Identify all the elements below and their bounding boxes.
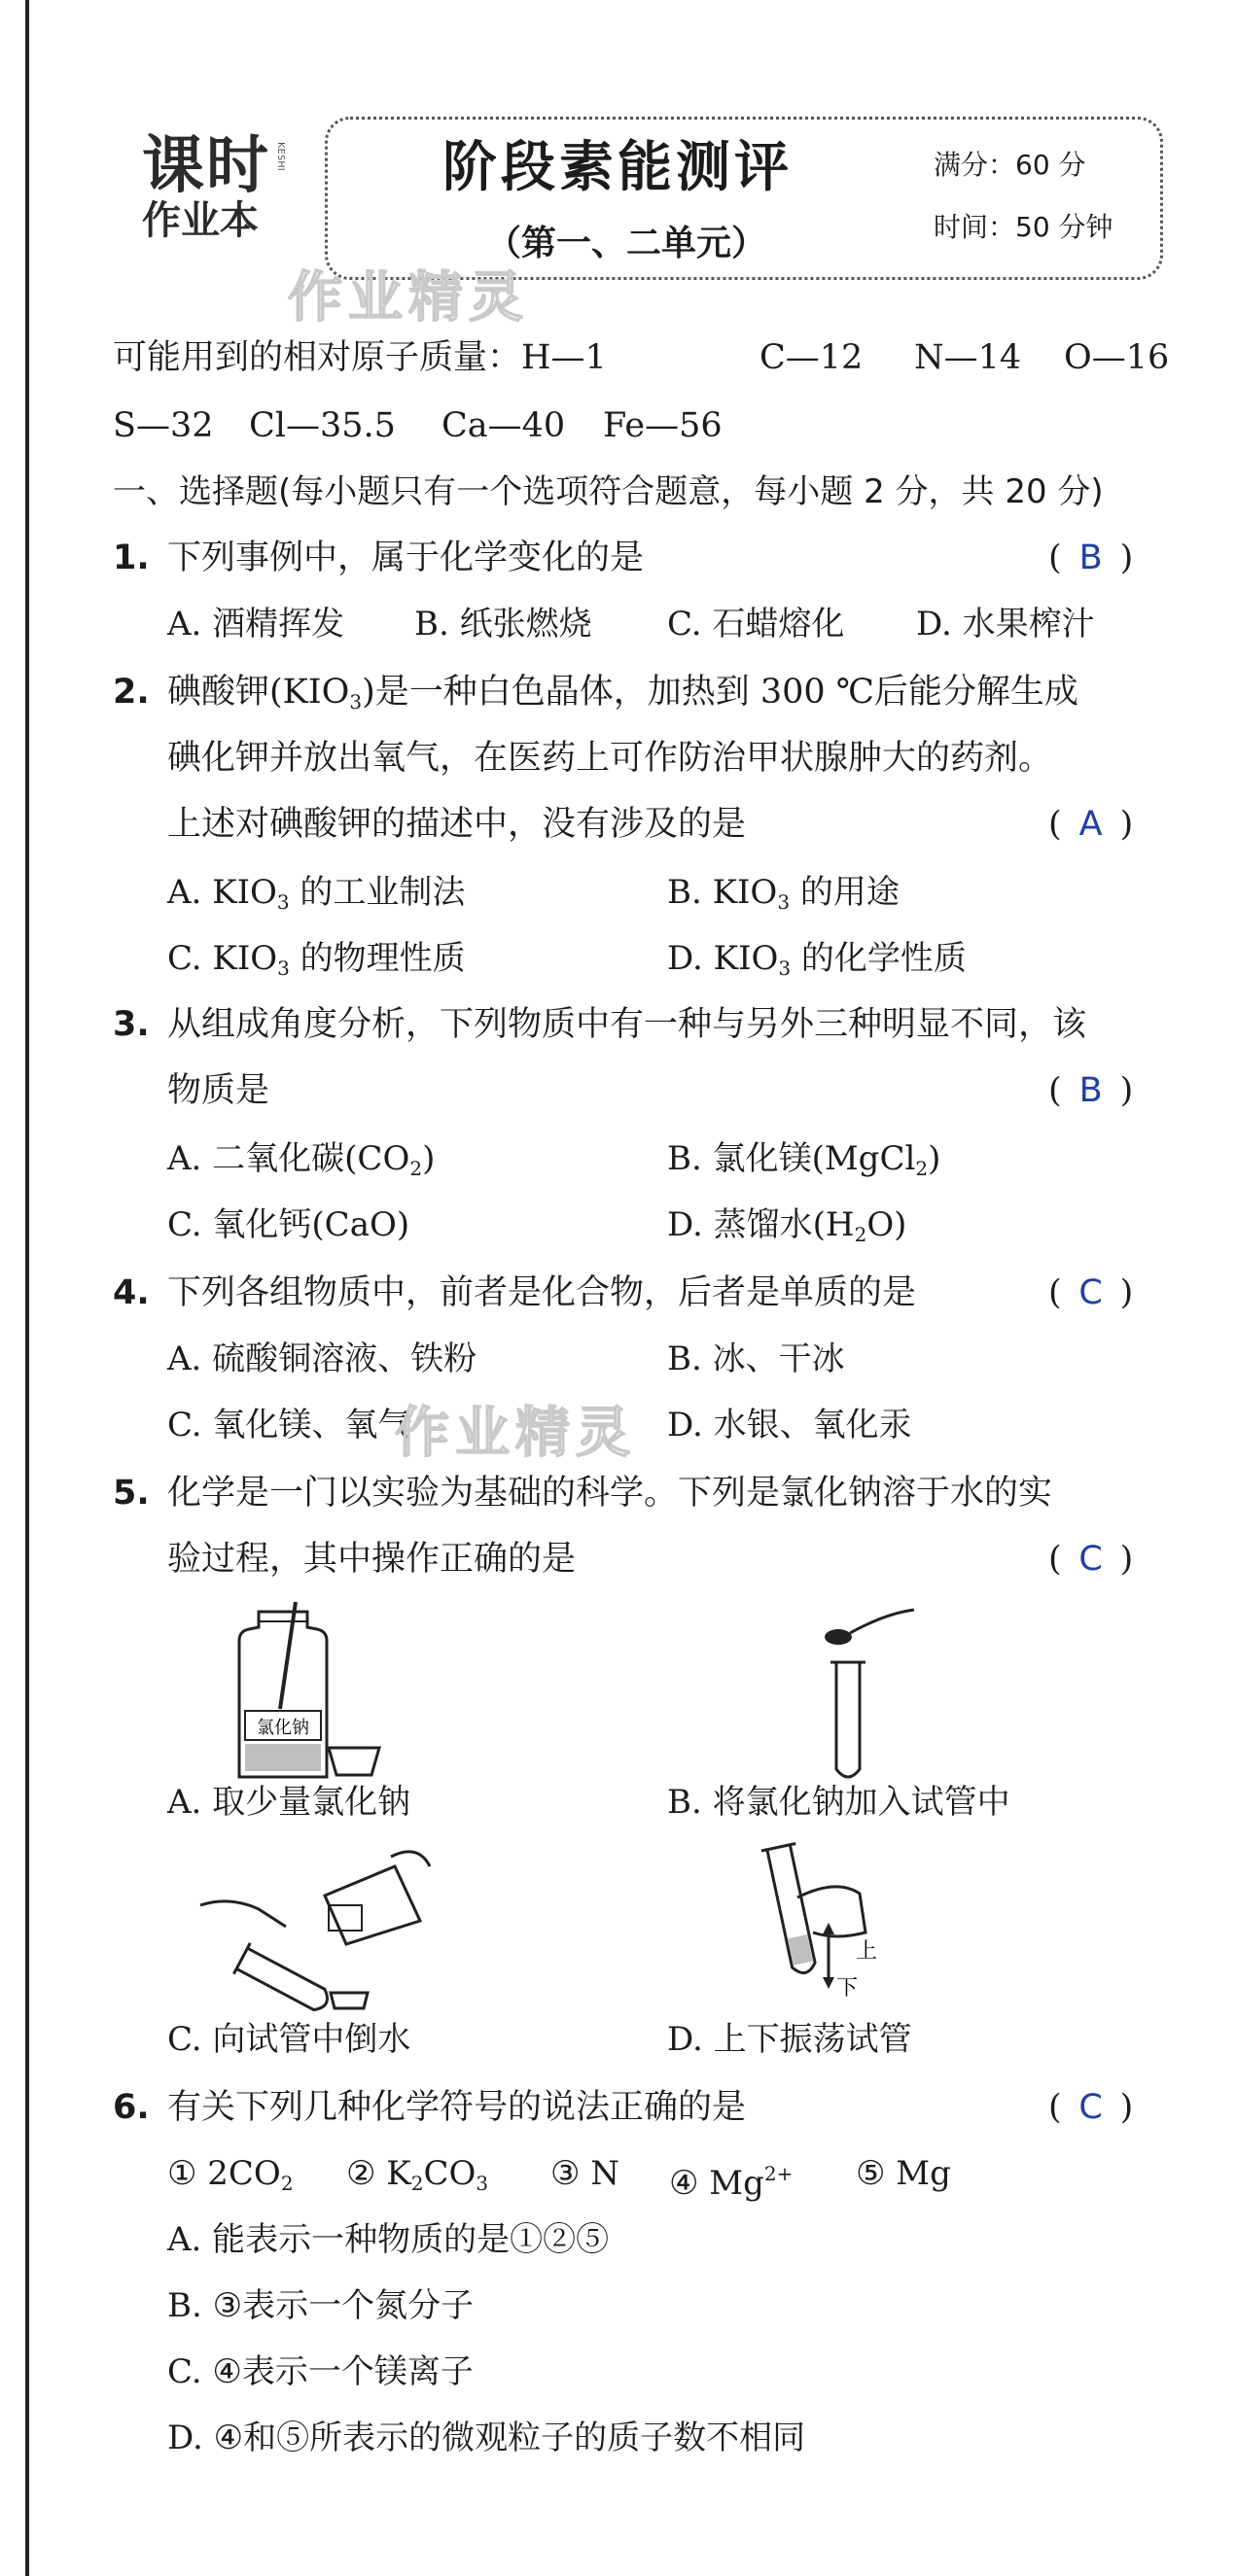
symbol-text: ① 2CO [167,2154,281,2193]
shake-up-label: 上 [856,1939,878,1964]
mass-item: Ca—40 [441,406,566,445]
subscript: 2 [280,2172,294,2195]
time-limit: 时间：50 分钟 [934,211,1113,243]
illustration-shake-tube [759,1839,885,2014]
question-5-stem-line-2: 验过程，其中操作正确的是 [167,1540,577,1579]
answer-letter: B [1078,1071,1103,1110]
question-text: 下列各组物质中，前者是化合物，后者是单质的是 [167,1273,917,1312]
option-a [167,871,465,923]
option-c: C. 氧化钙(CaO) [167,1205,410,1244]
symbol-text: CO [423,2154,477,2193]
paren-open: ( [1048,539,1062,577]
answer-letter: C [1078,2088,1103,2127]
symbol-5: ⑤ Mg [856,2154,951,2193]
subscript: 2 [410,2172,424,2195]
option-text: ) [422,1139,436,1178]
mass-item: Cl—35.5 [249,406,396,445]
question-2-stem-line-3: 上述对碘酸钾的描述中，没有涉及的是 [167,805,747,844]
illustration-add-to-tube [817,1604,934,1789]
option-a: A. 酒精挥发 [167,605,345,644]
option-text: 的化学性质 [791,939,967,978]
option-text: O) [866,1205,907,1244]
symbol-3: ③ N [550,2154,620,2193]
option-text: D. KIO [667,939,779,978]
subscript: 3 [777,890,791,914]
subscript: 3 [277,957,290,980]
superscript: 2+ [763,2162,794,2185]
question-1-stem [113,537,644,579]
answer-letter: A [1078,805,1103,844]
option-b [667,871,900,923]
option-a: A. 硫酸铜溶液、铁粉 [167,1340,477,1378]
page-title: 阶段素能测评 [442,136,793,199]
option-d: D. 水银、氧化汞 [667,1406,912,1445]
logo [142,130,317,243]
subscript: 3 [778,957,792,980]
question-text: 碘酸钾(KIO [167,673,350,712]
mass-item: N—14 [914,338,1022,377]
question-text: 有关下列几种化学符号的说法正确的是 [167,2088,747,2127]
symbol-1 [167,2152,294,2205]
logo-top-text: 课时 [142,130,270,202]
paren-close: ) [1119,1273,1134,1312]
option-d: D. 上下振荡试管 [667,2020,912,2059]
question-number: 4. [113,1273,150,1312]
option-a: A. 取少量氯化钠 [167,1783,411,1822]
page-subtitle: （第一、二单元） [486,224,767,263]
answer-bracket [1048,1271,1133,1314]
subscript: 2 [915,1157,929,1180]
paren-close: ) [1119,1071,1134,1110]
option-b: B. ③表示一个氮分子 [167,2286,475,2325]
logo-bottom-text: 作业本 [142,198,259,243]
subscript: 2 [409,1157,423,1180]
option-text: B. 氯化镁(MgCl [667,1139,916,1178]
option-d [667,937,967,990]
option-text: A. KIO [167,873,277,912]
paren-open: ( [1048,2088,1062,2127]
answer-letter: C [1078,1273,1103,1312]
paren-close: ) [1119,2088,1134,2127]
question-2-stem-line-1 [113,671,1078,723]
mass-item: H—1 [521,338,607,377]
option-text: 的用途 [790,873,900,912]
question-3-stem-line-1 [113,1003,1086,1046]
atomic-mass-intro: 可能用到的相对原子质量： [113,338,522,377]
option-d: D. ④和⑤所表示的微观粒子的质子数不相同 [167,2419,806,2457]
option-a: A. 能表示一种物质的是①②⑤ [167,2220,610,2259]
option-b: B. 纸张燃烧 [414,605,592,644]
symbol-4 [669,2152,793,2205]
option-text: B. KIO [667,873,778,912]
answer-bracket [1048,537,1133,579]
option-text: A. 二氧化碳(CO [167,1139,410,1178]
mass-item: Fe—56 [603,406,723,445]
question-4-stem [113,1271,916,1314]
question-text: )是一种白色晶体，加热到 300 ℃后能分解生成 [362,673,1078,712]
logo-pinyin: KESHI [275,142,286,171]
illustration-take-nacl [220,1602,385,1787]
answer-bracket [1048,1069,1133,1112]
answer-bracket [1048,2086,1133,2129]
question-3-stem-line-2: 物质是 [167,1071,270,1110]
question-text: 下列事例中，属于化学变化的是 [167,539,645,577]
paren-open: ( [1048,1273,1062,1312]
question-text: 化学是一门以实验为基础的科学。下列是氯化钠溶于水的实 [167,1474,1053,1513]
atomic-mass-row-1 [113,336,607,379]
answer-letter: C [1078,1540,1103,1579]
illustration-pour-water [200,1837,434,2012]
option-text: ) [928,1139,941,1178]
question-2-stem-line-2: 碘化钾并放出氧气，在医药上可作防治甲状腺肿大的药剂。 [167,739,1053,778]
subscript: 3 [276,890,290,914]
question-number: 1. [113,539,150,577]
symbol-text: ④ Mg [669,2164,764,2203]
paren-close: ) [1119,539,1134,577]
question-number: 5. [113,1474,150,1513]
mass-item: O—16 [1064,338,1170,377]
paren-open: ( [1048,1540,1062,1579]
question-number: 6. [113,2088,150,2127]
question-number: 2. [113,673,150,712]
answer-bracket [1048,803,1133,846]
watermark-top: 作业精灵 [288,266,529,330]
option-d: D. 水果榨汁 [916,605,1095,644]
subscript: 2 [854,1223,867,1246]
paren-open: ( [1048,805,1062,844]
option-text: 的物理性质 [289,939,466,978]
option-c: C. 向试管中倒水 [167,2020,411,2059]
paren-close: ) [1119,805,1134,844]
answer-letter: B [1078,539,1103,577]
option-text: D. 蒸馏水(H [667,1205,855,1244]
paren-close: ) [1119,1540,1134,1579]
option-b [667,1137,940,1190]
binding-line [25,0,29,2576]
symbol-text: ② K [346,2154,411,2193]
mass-item: C—12 [759,338,864,377]
watermark-middle: 作业精灵 [395,1402,636,1465]
option-b: B. 将氯化钠加入试管中 [667,1783,1010,1822]
option-c: C. 氧化镁、氧气 [167,1406,411,1445]
bottle-label: 氯化钠 [257,1718,309,1738]
option-c: C. ④表示一个镁离子 [167,2352,474,2391]
full-score: 满分：60 分 [934,149,1086,181]
symbol-2 [346,2152,488,2205]
question-5-stem-line-1 [113,1472,1052,1514]
question-number: 3. [113,1005,150,1044]
option-c [167,937,466,990]
subscript: 3 [349,690,363,714]
paren-open: ( [1048,1071,1062,1110]
option-b: B. 冰、干冰 [667,1340,845,1378]
section-heading: 一、选择题(每小题只有一个选项符合题意，每小题 2 分，共 20 分) [113,472,1104,511]
option-text: 的工业制法 [289,873,466,912]
answer-bracket [1048,1538,1133,1581]
subscript: 3 [476,2172,489,2195]
shake-down-label: 下 [836,1976,859,2001]
question-6-stem [113,2086,746,2129]
option-a [167,1137,435,1190]
question-text: 从组成角度分析，下列物质中有一种与另外三种明显不同，该 [167,1005,1087,1044]
option-c: C. 石蜡熔化 [667,605,845,644]
option-d [667,1203,906,1256]
mass-item: S—32 [113,406,214,445]
option-text: C. KIO [167,939,278,978]
